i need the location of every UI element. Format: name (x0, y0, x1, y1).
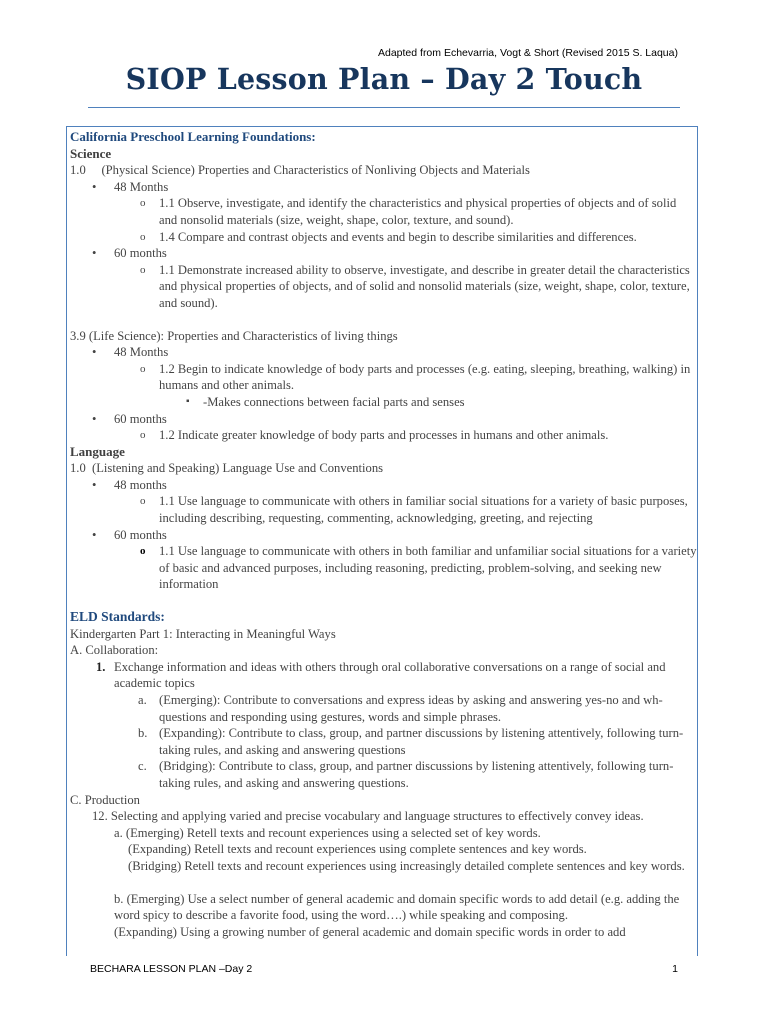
list-item: o 1.1 Use language to communicate with others in both familiar and unfamiliar social situations for a variety of basic and advanced purposes, including reasoning, predicting, problem-solving, and seeking new information (70, 543, 697, 593)
content-box (66, 126, 698, 956)
list-item: • 60 months (70, 245, 697, 262)
list-item: ▪ -Makes connections between facial parts and senses (70, 394, 697, 411)
foundations-heading: California Preschool Learning Foundations: (70, 129, 316, 144)
lettered-item (70, 758, 697, 791)
spacer (70, 312, 697, 328)
physical-science-title: 1.0 (Physical Science) Properties and Characteristics of Nonliving Objects and Materials (70, 163, 530, 178)
list-item: o 1.1 Demonstrate increased ability to observe, investigate, and describe in greater detail the characteristics and physical properties of objects, and of solid and nonsolid materials (size, weight, shape, color, texture, and sound). (70, 262, 697, 312)
list-item: o 1.2 Indicate greater knowledge of body parts and processes in humans and other animals. (70, 427, 697, 444)
page-title: SIOP Lesson Plan – Day 2 Touch (125, 62, 643, 96)
lettered-item (70, 692, 697, 725)
production-a-bridging: (Bridging) Retell texts and recount experiences using increasingly detailed complete sentences and key words. (128, 858, 685, 873)
page-number: 1 (672, 963, 678, 975)
numbered-item (70, 659, 697, 692)
lettered-item (70, 725, 697, 758)
attribution-text: Adapted from Echevarria, Vogt & Short (Revised 2015 S. Laqua) (377, 47, 678, 59)
collaboration-label: A. Collaboration: (70, 643, 159, 658)
list-item: • 48 months (70, 477, 697, 494)
list-item: o 1.2 Begin to indicate knowledge of body parts and processes (e.g. eating, sleeping, breathing, walking) in humans and other animals. (70, 361, 697, 394)
language-label: Language (70, 443, 125, 459)
production-item-12: 12. Selecting and applying varied and precise vocabulary and language structures to effectively convey ideas. (92, 809, 644, 824)
list-item: • 48 Months (70, 179, 697, 196)
spacer (70, 875, 697, 891)
life-science-title: 3.9 (Life Science): Properties and Characteristics of living things (70, 328, 398, 343)
spacer (70, 593, 697, 609)
eld-part: Kindergarten Part 1: Interacting in Meaningful Ways (70, 626, 336, 641)
title-divider (88, 107, 680, 108)
list-letter: c. (138, 759, 147, 774)
list-text: (Emerging): Contribute to conversations and express ideas by asking and answering yes-no and wh-questions and responding using gestures, words and simple phrases. (159, 693, 663, 724)
language-title: 1.0 (Listening and Speaking) Language Use and Conventions (70, 461, 384, 476)
list-item: o 1.4 Compare and contrast objects and events and begin to describe similarities and differences. (70, 229, 697, 246)
list-letter: b. (138, 726, 148, 741)
list-text: (Bridging): Contribute to class, group, and partner discussions by listening attentively, following turn-taking rules, and asking and answering questions. (159, 759, 674, 790)
list-number: 1. (96, 659, 106, 674)
production-a-emerging: a. (Emerging) Retell texts and recount experiences using a selected set of key words. (114, 825, 541, 840)
footer-title: BECHARA LESSON PLAN –Day 2 (90, 963, 253, 975)
list-item: • 48 Months (70, 344, 697, 361)
list-item: o 1.1 Observe, investigate, and identify the characteristics and physical properties of objects and of solid and nonsolid materials (size, weight, shape, color, texture, and sound). (70, 195, 697, 228)
list-letter: a. (138, 693, 147, 707)
list-item: • 60 months (70, 411, 697, 428)
list-item: • 60 months (70, 527, 697, 544)
list-item: o 1.1 Use language to communicate with others in familiar social situations for a variety of basic purposes, including describing, requesting, commenting, acknowledging, greeting, and rejecting (70, 493, 697, 526)
eld-heading: ELD Standards: (70, 609, 165, 625)
production-label: C. Production (70, 792, 140, 807)
production-a-expanding: (Expanding) Retell texts and recount experiences using complete sentences and key words. (128, 842, 587, 857)
science-label: Science (70, 145, 112, 161)
list-text: (Expanding): Contribute to class, group, and partner discussions by listening attentively, following turn-taking rules, and asking and answering questions (159, 726, 684, 757)
list-text: Exchange information and ideas with others through oral collaborative conversations on a range of social and academic topics (114, 659, 666, 691)
production-b-expanding: (Expanding) Using a growing number of general academic and domain specific words in order to add (114, 924, 626, 939)
production-b-emerging: b. (Emerging) Use a select number of general academic and domain specific words to add detail (e.g. adding the word spicy to describe a favorite food, using the word….) while speaking and composing. (114, 891, 680, 923)
